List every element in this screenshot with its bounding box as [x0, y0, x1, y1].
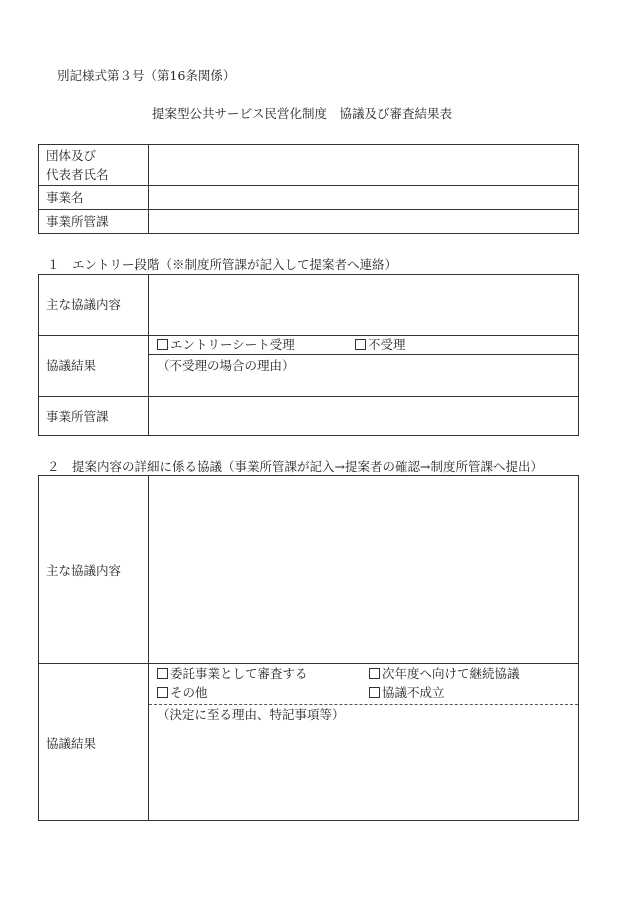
review-checkbox[interactable]: 委託事業として審査する — [157, 666, 308, 682]
dept-label: 事業所管課 — [46, 409, 109, 424]
form-number: 別記様式第３号（第16条関係） — [57, 68, 236, 83]
table-divider — [148, 145, 149, 233]
reject-checkbox[interactable]: 不受理 — [355, 337, 406, 353]
section1-heading: １ エントリー段階（※制度所管課が記入して提案者へ連絡） — [47, 257, 398, 272]
section2-table — [38, 475, 579, 821]
checkbox-icon — [369, 687, 380, 698]
dept-label: 事業所管課 — [46, 214, 109, 229]
reject-reason-field[interactable] — [150, 375, 577, 395]
section2-heading: ２ 提案内容の詳細に係る協議（事業所管課が記入→提案者の確認→制度所管課へ提出） — [47, 459, 543, 474]
result-label: 協議結果 — [46, 736, 97, 751]
table-row-divider — [39, 663, 578, 664]
dashed-divider — [149, 704, 578, 705]
project-name-field[interactable] — [150, 186, 577, 208]
checkbox-icon — [157, 668, 168, 679]
checkbox-icon — [157, 339, 168, 350]
content-label: 主な協議内容 — [46, 563, 122, 578]
org-label-line2: 代表者氏名 — [46, 167, 109, 182]
project-label: 事業名 — [46, 190, 84, 205]
content-field[interactable] — [150, 276, 577, 334]
failed-checkbox[interactable]: 協議不成立 — [369, 685, 445, 701]
content-field[interactable] — [150, 477, 577, 662]
checkbox-icon — [157, 687, 168, 698]
accept-checkbox[interactable]: エントリーシート受理 — [157, 337, 295, 353]
section1-table — [38, 274, 579, 436]
other-checkbox[interactable]: その他 — [157, 685, 208, 701]
table-divider — [148, 275, 149, 435]
table-row-divider — [149, 354, 578, 355]
content-label: 主な協議内容 — [46, 297, 122, 312]
checkbox-icon — [355, 339, 366, 350]
reason-field[interactable] — [150, 726, 577, 819]
reason-note: （決定に至る理由、特記事項等） — [157, 707, 345, 722]
dept-field[interactable] — [150, 397, 577, 435]
checkbox-icon — [369, 668, 380, 679]
org-label-line1: 団体及び — [46, 148, 97, 163]
table-divider — [148, 476, 149, 820]
org-name-field[interactable] — [150, 146, 577, 184]
table-row-divider — [39, 335, 578, 336]
info-table — [38, 144, 579, 234]
reject-reason-label: （不受理の場合の理由） — [157, 358, 295, 373]
page-title: 提案型公共サービス民営化制度 協議及び審査結果表 — [152, 106, 453, 121]
continue-checkbox[interactable]: 次年度へ向けて継続協議 — [369, 666, 520, 682]
dept-field[interactable] — [150, 210, 577, 232]
result-label: 協議結果 — [46, 358, 97, 373]
